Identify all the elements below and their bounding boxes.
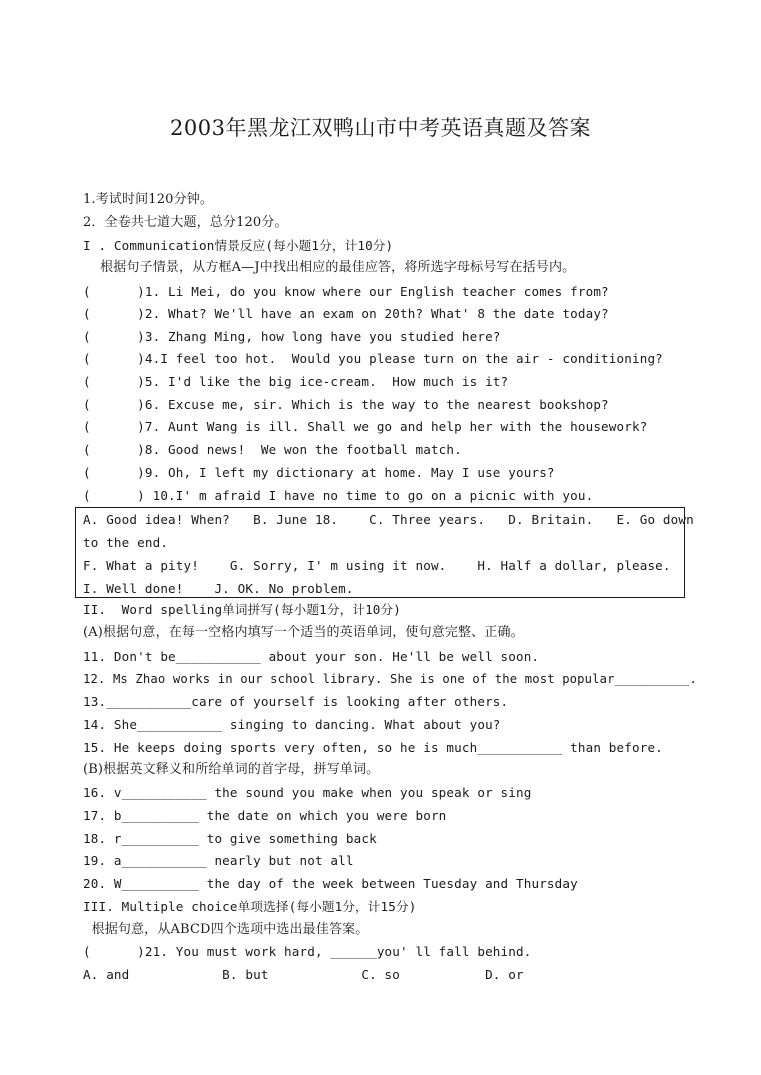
question-3: ( )3. Zhang Ming, how long have you studied here? <box>83 329 501 344</box>
section2-part-a-instruction: (A)根据句意，在每一空格内填写一个适当的英语单词，使句意完整、正确。 <box>83 625 524 640</box>
item-20: 20. W__________ the day of the week between Tuesday and Thursday <box>83 876 578 891</box>
question-8: ( )8. Good news! We won the football match. <box>83 442 462 457</box>
question-4: ( )4.I feel too hot. Would you please turn on the air - conditioning? <box>83 351 663 366</box>
question-7: ( )7. Aunt Wang is ill. Shall we go and help her with the housework? <box>83 419 648 434</box>
item-18: 18. r__________ to give something back <box>83 831 377 846</box>
item-14: 14. She___________ singing to dancing. What about you? <box>83 717 501 732</box>
answer-options-box <box>75 507 694 598</box>
section3-instruction: 根据句意，从ABCD四个选项中选出最佳答案。 <box>83 922 369 937</box>
item-16: 16. v___________ the sound you make when you speak or sing <box>83 785 532 800</box>
question-10: ( ) 10.I' m afraid I have no time to go on a picnic with you. <box>83 488 594 503</box>
options-line-3: F. What a pity! G. Sorry, I' m using it now. H. Half a dollar, please. <box>83 558 671 573</box>
question-6: ( )6. Excuse me, sir. Which is the way to the nearest bookshop? <box>83 397 609 412</box>
item-11: 11. Don't be___________ about your son. He'll be well soon. <box>83 649 540 664</box>
item-19: 19. a___________ nearly but not all <box>83 853 354 868</box>
item-12: 12. Ms Zhao works in our school library. She is one of the most popular__________. <box>83 672 697 686</box>
section3-heading: III. Multiple choice单项选择(每小题1分，计15分) <box>83 899 417 914</box>
intro-line-2: 2．全卷共七道大题，总分120分。 <box>83 215 288 230</box>
intro-line-1: 1.考试时间120分钟。 <box>83 192 214 207</box>
question-9: ( )9. Oh, I left my dictionary at home. May I use yours? <box>83 465 555 480</box>
section2-heading: II. Word spelling单词拼写(每小题1分，计10分) <box>83 602 402 617</box>
options-line-1: A. Good idea! When? B. June 18. C. Three years. D. Britain. E. Go down <box>83 512 694 527</box>
page-title: 2003年黑龙江双鸭山市中考英语真题及答案 <box>170 116 591 140</box>
question-1: ( )1. Li Mei, do you know where our English teacher comes from? <box>83 284 609 299</box>
options-line-4: I. Well done! J. OK. No problem. <box>83 581 354 596</box>
question-5: ( )5. I'd like the big ice-cream. How much is it? <box>83 374 509 389</box>
section1-heading: I . Communication情景反应(每小题1分，计10分) <box>83 238 394 253</box>
question-21-options: A. and B. but C. so D. or <box>83 967 524 982</box>
section1-instruction: 根据句子情景，从方框A—J中找出相应的最佳应答，将所选字母标号写在括号内。 <box>83 260 576 275</box>
item-17: 17. b__________ the date on which you were born <box>83 808 447 823</box>
question-2: ( )2. What? We'll have an exam on 20th? What' 8 the date today? <box>83 306 609 321</box>
options-line-2: to the end. <box>83 535 169 550</box>
item-15: 15. He keeps doing sports very often, so he is much___________ than before. <box>83 740 663 755</box>
section2-part-b-instruction: (B)根据英文释义和所给单词的首字母，拼写单词。 <box>83 762 380 777</box>
item-13: 13.___________care of yourself is looking after others. <box>83 694 509 709</box>
question-21: ( )21. You must work hard, ______you' ll fall behind. <box>83 944 532 959</box>
